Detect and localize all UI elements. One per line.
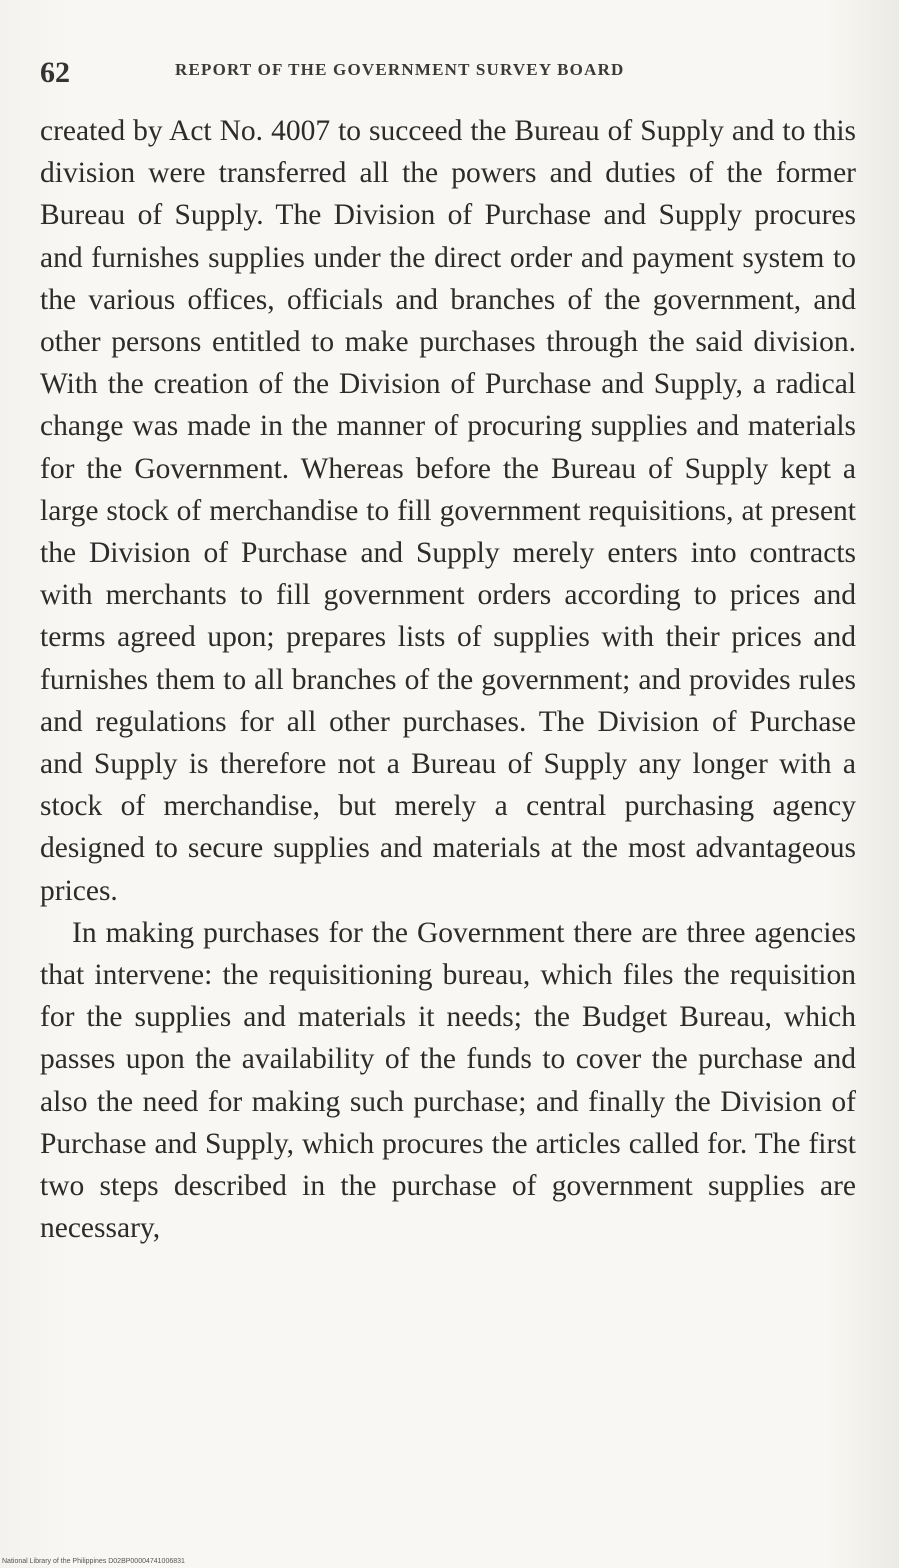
body-text xyxy=(40,110,856,1249)
paragraph-2: In making purchases for the Government there are three agencies that intervene: the requisitioning bureau, which files the requisition for the supplies and materials it needs; the Budget Bureau, which passes upon the availability of the funds to cover the purchase and also the need for making such purchase; and finally the Division of Purchase and Supply, which procures the articles called for. The first two steps described in the purchase of government supplies are necessary, xyxy=(40,916,856,1245)
running-title: REPORT OF THE GOVERNMENT SURVEY BOARD xyxy=(175,60,625,79)
library-credit: National Library of the Philippines D02BP00004741006831 xyxy=(2,1558,185,1565)
page-number: 62 xyxy=(40,56,70,89)
paragraph-1: created by Act No. 4007 to succeed the Bureau of Supply and to this division were transferred all the powers and duties of the former Bureau of Supply. The Division of Purchase and Supply procures and furnishes supplies under the direct order and payment system to the various offices, officials and branches of the government, and other persons entitled to make purchases through the said division. With the creation of the Division of Purchase and Supply, a radical change was made in the manner of procuring supplies and materials for the Government. Whereas before the Bureau of Supply kept a large stock of merchandise to fill government requisitions, at present the Division of Purchase and Supply merely enters into contracts with merchants to fill government orders according to prices and terms agreed upon; prepares lists of supplies with their prices and furnishes them to all branches of the government; and provides rules and regulations for all other purchases. The Division of Purchase and Supply is therefore not a Bureau of Supply any longer with a stock of merchandise, but merely a central purchasing agency designed to secure supplies and materials at the most advantageous prices. xyxy=(40,115,856,907)
